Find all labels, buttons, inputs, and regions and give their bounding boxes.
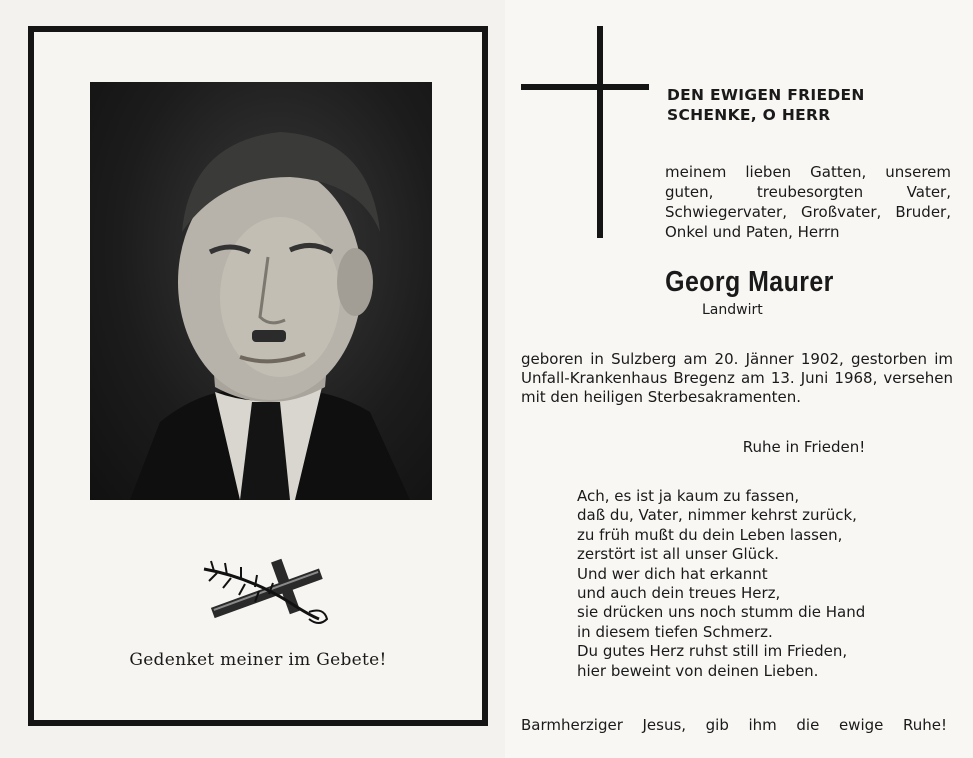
poem-line: hier beweint von deinen Lieben.	[577, 661, 819, 680]
closing-prayer: Barmherziger Jesus, gib ihm die ewige Ruhe!	[521, 716, 947, 734]
poem-line: zerstört ist all unser Glück.	[577, 545, 779, 564]
biography-text: geboren in Sulzberg am 20. Jänner 1902, gestorben im Unfall-Krankenhaus Bregenz am 13. Juni 1968, versehen mit den heiligen Sterbesakramenten.	[521, 350, 953, 406]
motto	[667, 85, 865, 125]
cross-icon	[521, 24, 649, 240]
dedication-text: meinem lieben Gatten, unserem guten, treubesorgten Vater, Schwiegervater, Großvater, Bruder, Onkel und Paten, Herrn	[665, 163, 951, 241]
poem-line: zu früh mußt du dein Leben lassen,	[577, 525, 843, 544]
occupation: Landwirt	[702, 302, 763, 318]
motto-line: SCHENKE, O HERR	[667, 106, 831, 124]
rest-in-peace: Ruhe in Frieden!	[742, 438, 866, 456]
portrait-photo	[90, 82, 432, 500]
poem-line: Ach, es ist ja kaum zu fassen,	[577, 487, 800, 505]
prayer-request: Gedenket meiner im Gebete!	[129, 650, 387, 670]
poem-line: in diesem tiefen Schmerz.	[577, 622, 773, 641]
cross-and-palm-emblem-icon	[199, 557, 334, 627]
memorial-poem	[577, 487, 865, 681]
mourning-frame	[28, 26, 488, 726]
right-card	[505, 0, 973, 758]
poem-line: Und wer dich hat erkannt	[577, 564, 768, 583]
poem-line: Du gutes Herz ruhst still im Frieden,	[577, 642, 848, 661]
poem-line: daß du, Vater, nimmer kehrst zurück,	[577, 506, 857, 525]
poem-line: und auch dein treues Herz,	[577, 584, 781, 603]
deceased-name: Georg Maurer	[665, 266, 834, 298]
portrait-illustration	[90, 82, 432, 500]
poem-line: sie drücken uns noch stumm die Hand	[577, 603, 866, 622]
motto-line: DEN EWIGEN FRIEDEN	[667, 86, 865, 104]
